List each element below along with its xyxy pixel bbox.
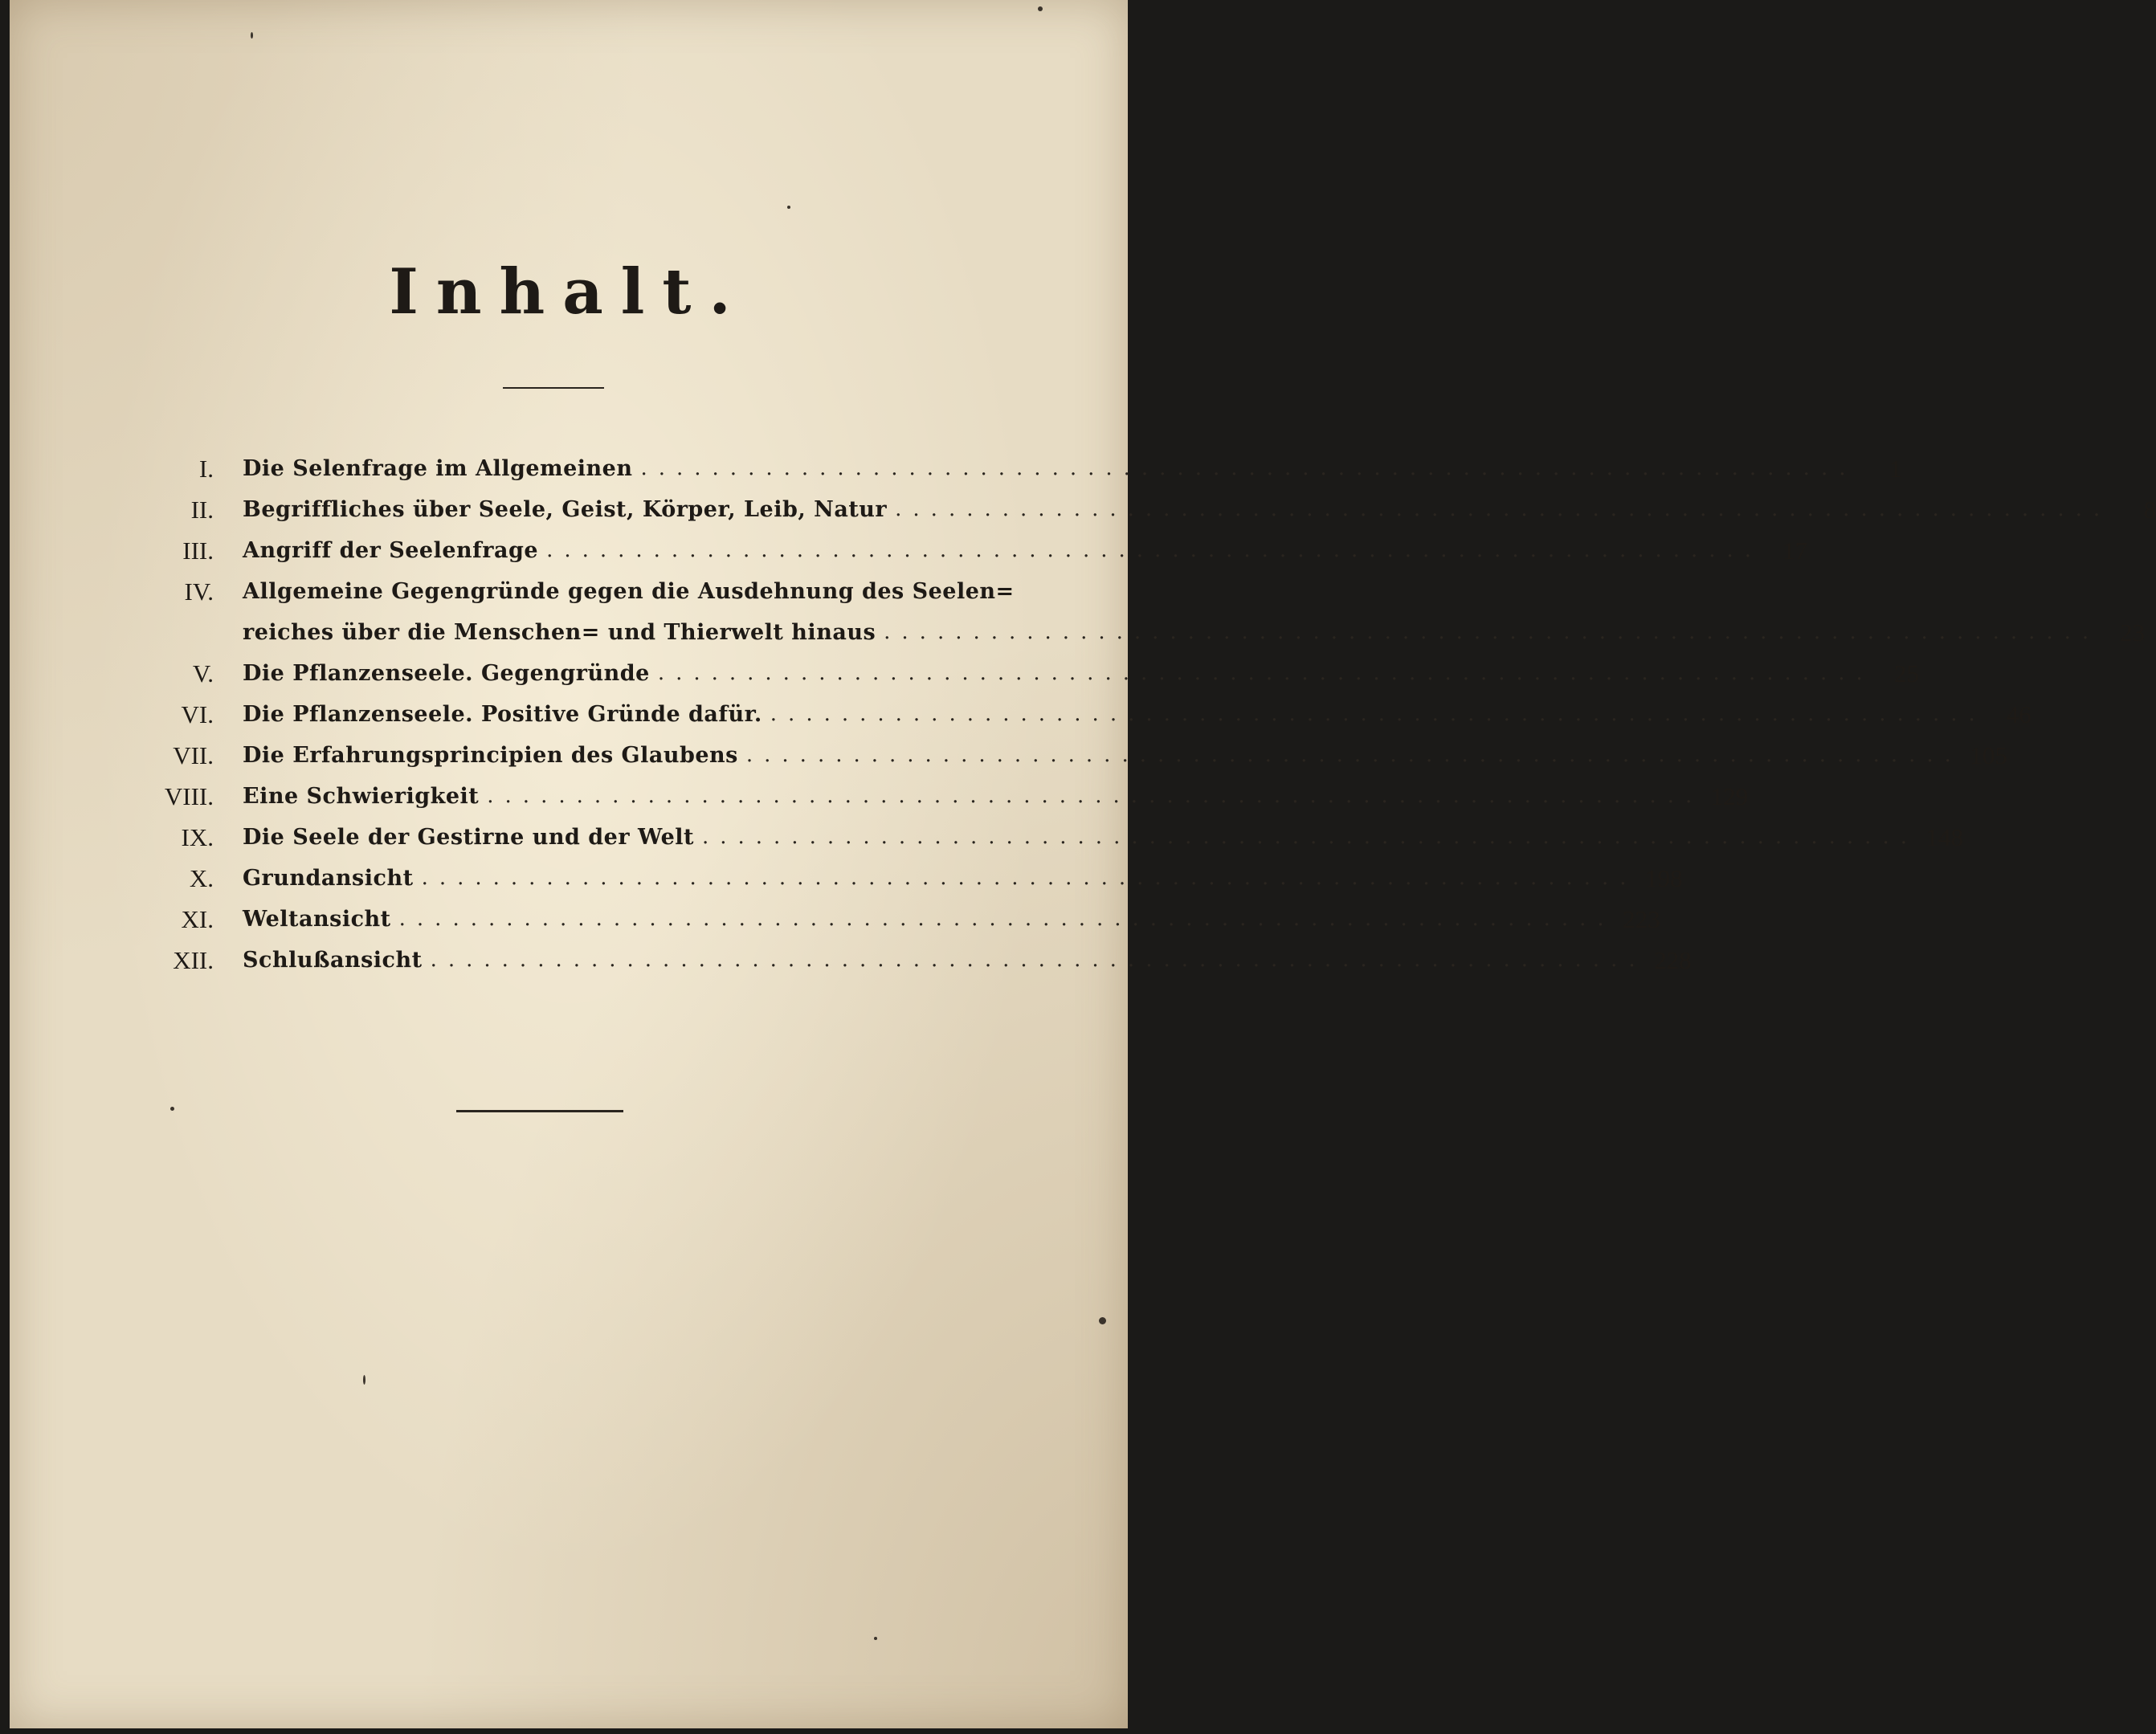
chapter-number: III. — [182, 537, 214, 565]
page-number: 228 — [1654, 946, 1692, 974]
chapter-number: IV. — [184, 577, 214, 606]
chapter-number: II. — [190, 496, 214, 524]
chapter-title: Die Seele der Gestirne und der Welt — [243, 825, 694, 850]
toc-entry — [146, 899, 1660, 940]
toc-entry — [146, 940, 1692, 981]
chapter-number: VI. — [181, 700, 214, 728]
page-number: 23 — [2120, 618, 2146, 647]
paper-speck — [1038, 6, 1043, 11]
chapter-title: Die Erfahrungsprincipien des Glaubens — [243, 743, 738, 768]
chapter-title: Begriffliches über Seele, Geist, Körper, Leib, Natur — [243, 497, 888, 522]
leader-dots: .................................................................... — [398, 907, 1615, 931]
chapter-title: Angriff der Seelenfrage — [243, 538, 539, 563]
toc-entry-continuation — [146, 612, 2146, 653]
chapter-title: Schlußansicht — [243, 948, 423, 973]
page-number: 198 — [1645, 864, 1683, 892]
table-of-contents — [146, 448, 2156, 981]
toc-entry — [146, 653, 1919, 694]
leader-dots: .................................................................... — [657, 661, 1874, 685]
toc-entry — [146, 448, 1902, 489]
page-number: 8 — [2143, 496, 2156, 524]
title-rule — [503, 387, 604, 389]
page-number: 148 — [1925, 823, 1963, 851]
leader-dots: .................................................................... — [770, 702, 1987, 726]
chapter-number: I. — [198, 455, 214, 483]
chapter-title: Die Pflanzenseele. Positive Gründe dafür. — [243, 702, 762, 727]
toc-entry — [146, 694, 2031, 735]
page-number: 46 — [2006, 700, 2031, 728]
page-number: 105 — [1970, 741, 2007, 769]
chapter-number: X. — [189, 864, 214, 892]
leader-dots: .................................................................... — [745, 743, 1962, 767]
toc-entry — [146, 776, 1749, 817]
page-number: 129 — [1710, 782, 1749, 810]
leader-dots: .................................................................... — [487, 784, 1704, 808]
paper-speck — [874, 1637, 877, 1640]
toc-entry — [146, 489, 2156, 530]
toc-entry — [146, 530, 1808, 571]
chapter-title: Eine Schwierigkeit — [243, 784, 480, 809]
paper-speck — [363, 1375, 365, 1385]
page-number: 223 — [1623, 905, 1660, 933]
leader-dots: .................................................................... — [546, 538, 1763, 562]
chapter-title: reiches über die Menschen= und Thierwelt hinaus — [243, 620, 876, 645]
chapter-number: XI. — [181, 905, 214, 933]
page-title: Inhalt. — [389, 255, 749, 328]
paper-speck — [170, 1107, 174, 1111]
paper-speck — [251, 32, 253, 39]
page-number — [1015, 571, 1060, 612]
page-number: 17 — [1782, 537, 1808, 565]
chapter-number: VII. — [173, 741, 214, 769]
page-number: 1 — [1889, 455, 1902, 483]
leader-dots: .................................................................... — [884, 620, 2101, 644]
chapter-title: Die Pflanzenseele. Gegengründe — [243, 661, 650, 686]
toc-entry — [146, 858, 1683, 899]
book-page — [10, 0, 2156, 1728]
leader-dots: .................................................................... — [701, 825, 1918, 849]
chapter-number: VIII. — [164, 782, 214, 810]
toc-entry — [146, 571, 1015, 612]
chapter-number: XII. — [173, 946, 214, 974]
paper-speck — [787, 206, 790, 209]
paper-speck — [1099, 1317, 1106, 1324]
toc-entry — [146, 735, 2007, 776]
chapter-title: Die Selenfrage im Allgemeinen — [243, 456, 633, 481]
page-number: 25 — [1893, 659, 1919, 687]
chapter-title: Weltansicht — [243, 907, 391, 932]
leader-dots: .................................................................... — [421, 866, 1638, 890]
leader-dots: .................................................................... — [430, 948, 1647, 972]
leader-dots: .................................................................... — [895, 497, 2112, 521]
chapter-title: Allgemeine Gegengründe gegen die Ausdehnung des Seelen= — [243, 579, 1015, 604]
closing-rule — [456, 1110, 623, 1112]
chapter-title: Grundansicht — [243, 866, 414, 891]
chapter-number: IX. — [181, 823, 214, 851]
chapter-number: V. — [192, 659, 214, 687]
leader-dots: .................................................................... — [640, 456, 1857, 480]
toc-entry — [146, 817, 1963, 858]
